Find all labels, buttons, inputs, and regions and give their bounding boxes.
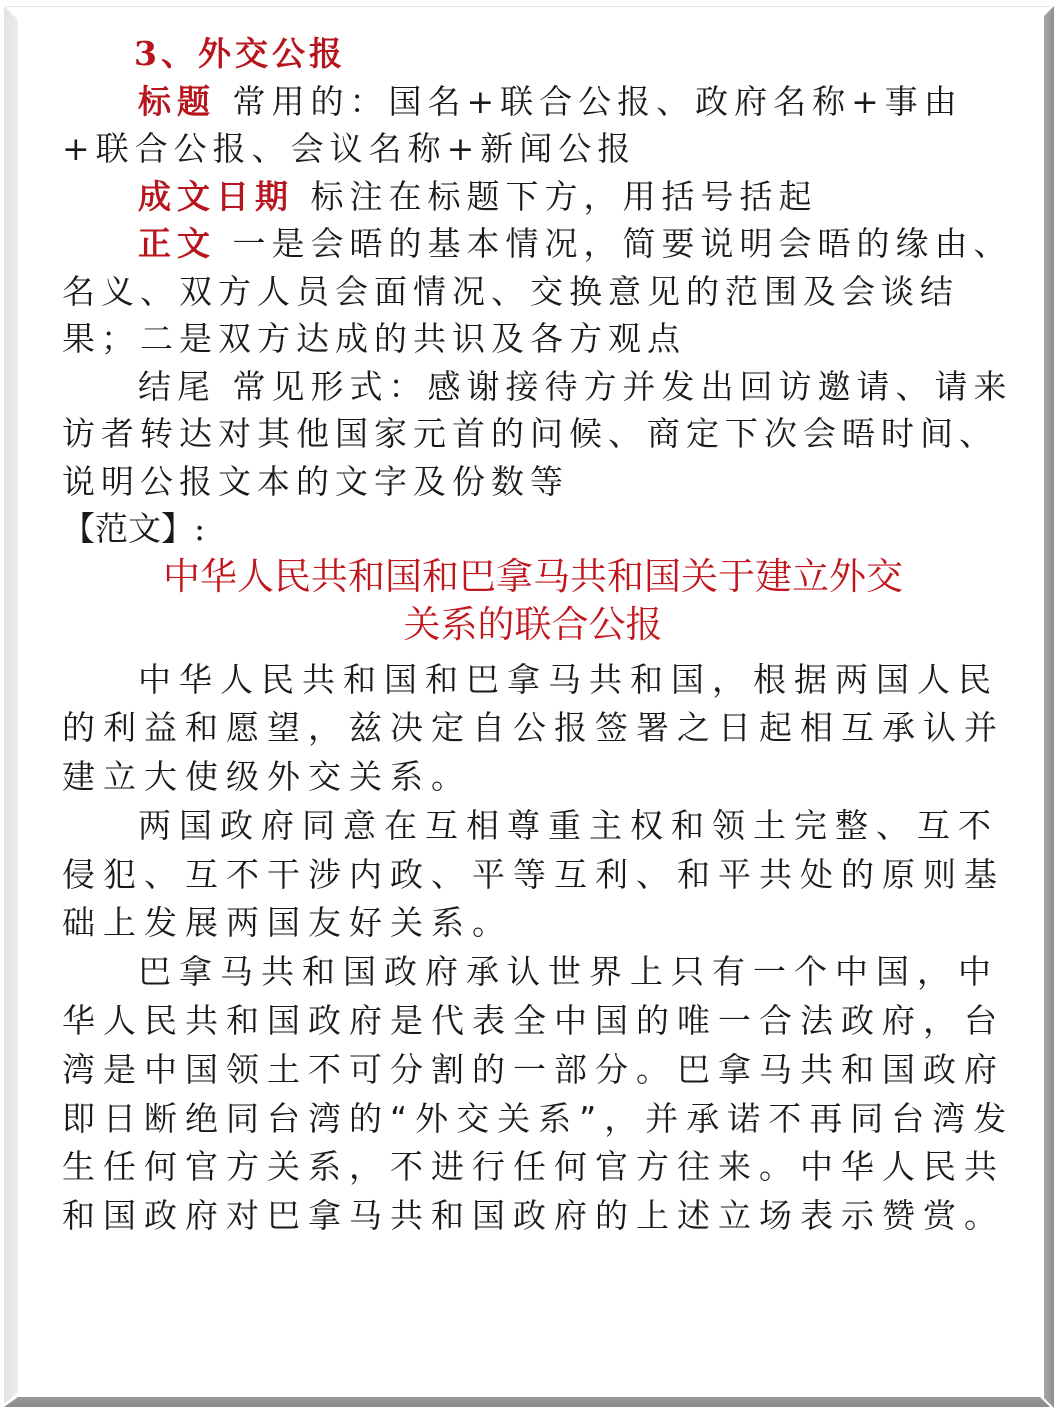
- frame-bottom-bevel: [4, 1397, 1050, 1407]
- item-text: 一是会晤的基本情况，简要说明会晤的缘由、名义、双方人员会面情况、交换意见的范围及会谈结果；二是双方达成的共识及各方观点: [62, 224, 1013, 358]
- sample-paragraph: 巴拿马共和国政府承认世界上只有一个中国，中华人民共和国政府是代表全中国的唯一合法政府，台湾是中国领土不可分割的一部分。巴拿马共和国政府即日断绝同台湾的“外交关系”，并承诺不再同台湾发生任何官方关系，不进行任何官方往来。中华人民共和国政府对巴拿马共和国政府的上述立场表示赞赏。: [62, 952, 1015, 1236]
- section-title: 3、外交公报: [134, 34, 346, 73]
- item-title-format: [62, 78, 1024, 173]
- frame-left-bevel: [4, 6, 18, 1404]
- item-body: [62, 220, 1024, 363]
- item-text: 标注在标题下方，用括号括起: [294, 176, 818, 216]
- item-text: 常见形式：感谢接待方并发出回访邀请、请来访者转达对其他国家元首的问候、商定下次会晤时间、说明公报文本的文字及份数等: [62, 366, 1013, 501]
- item-ending: [62, 363, 1024, 506]
- sample-title-line-2: 关系的联合公报: [403, 602, 663, 646]
- sample-label: 【范文】:: [62, 509, 206, 548]
- item-label: 结尾: [138, 366, 216, 406]
- item-text: 常用的：国名+联合公报、政府名称+事由+联合公报、会议名称+新闻公报: [62, 81, 963, 168]
- sample-title-line-1: 中华人民共和国和巴拿马共和国关于建立外交: [163, 554, 903, 598]
- item-label: 标题: [138, 81, 216, 121]
- item-date: [62, 173, 1024, 221]
- item-label: 正文: [138, 224, 216, 263]
- sample-document-title: [42, 553, 1024, 649]
- item-label: 成文日期: [138, 176, 294, 216]
- frame-top-edge: [4, 6, 1050, 7]
- frame-right-bevel: [1044, 6, 1054, 1408]
- document-content: [62, 30, 1024, 1241]
- sample-paragraph: 两国政府同意在互相尊重主权和领土完整、互不侵犯、互不干涉内政、平等互利、和平共处的原则基础上发展两国友好关系。: [62, 805, 1005, 943]
- sample-paragraph: 中华人民共和国和巴拿马共和国，根据两国人民的利益和愿望，兹决定自公报签署之日起相互承认并建立大使级外交关系。: [62, 659, 1005, 797]
